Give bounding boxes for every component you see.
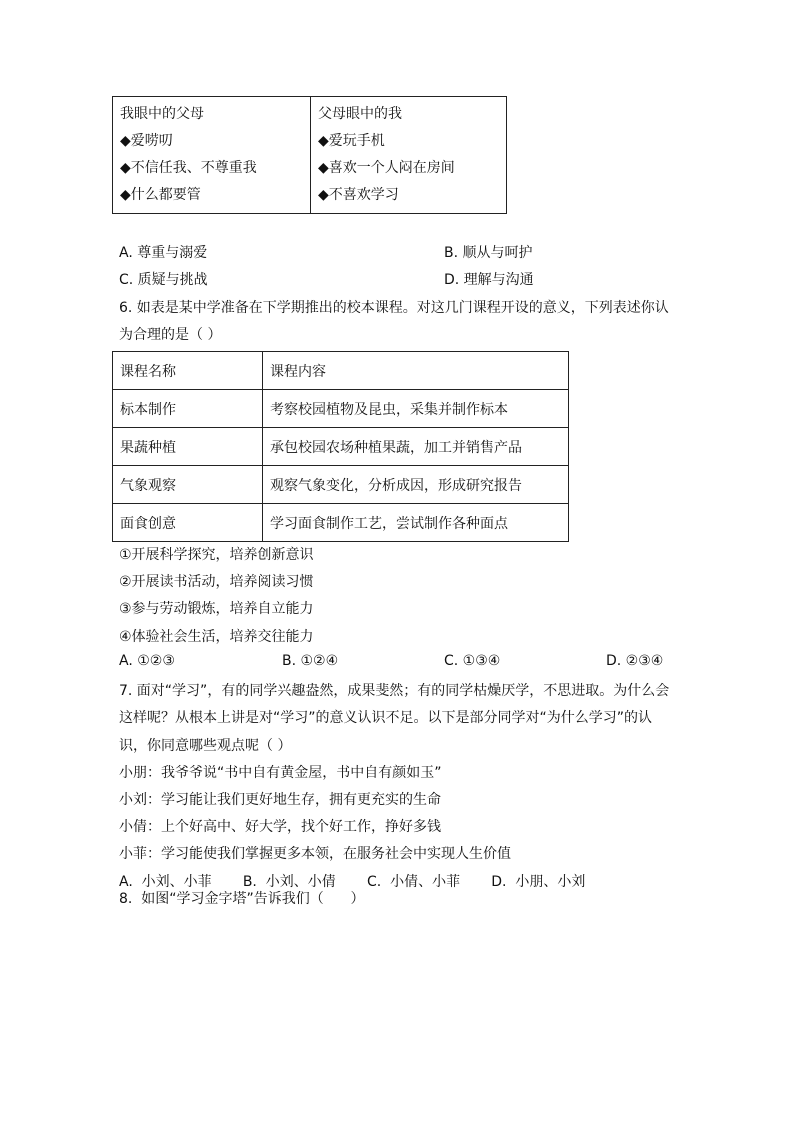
course-name: 气象观察 [113, 466, 263, 504]
q6-statement: ③参与劳动锻炼，培养自立能力 [119, 601, 314, 617]
q6-statement: ④体验社会生活，培养交往能力 [119, 629, 314, 645]
q7-view: 小倩：上个好高中、好大学，找个好工作，挣好多钱 [119, 819, 441, 835]
left-item: ◆爱唠叨 [120, 133, 173, 149]
q7-view: 小菲：学习能使我们掌握更多本领，在服务社会中实现人生价值 [119, 846, 511, 862]
q8-stem: 8. 如图“学习金字塔”告诉我们（ ） [119, 891, 365, 907]
right-item: ◆不喜欢学习 [318, 187, 399, 203]
q6-option-a: A. ①②③ [119, 653, 175, 669]
table-row [113, 428, 569, 466]
q6-statement: ①开展科学探究，培养创新意识 [119, 547, 314, 563]
course-content: 观察气象变化，分析成因，形成研究报告 [263, 466, 569, 504]
right-item: ◆喜欢一个人闷在房间 [318, 160, 455, 176]
table-header-row [113, 352, 569, 390]
q5-option-d: D. 理解与沟通 [444, 272, 534, 288]
q5-option-b: B. 顺从与呵护 [444, 245, 533, 261]
q7-options: A. 小刘、小菲 B. 小刘、小倩 C. 小倩、小菲 D. 小朋、小刘 [119, 874, 586, 890]
course-table [112, 351, 569, 542]
q7-stem-line3: 识，你同意哪些观点呢（ ） [119, 738, 292, 754]
course-content: 承包校园农场种植果蔬，加工并销售产品 [263, 428, 569, 466]
course-name: 面食创意 [113, 504, 263, 542]
course-name: 标本制作 [113, 390, 263, 428]
q5-option-a: A. 尊重与溺爱 [119, 245, 208, 261]
course-name: 果蔬种植 [113, 428, 263, 466]
q6-stem-line2: 为合理的是（ ） [119, 327, 222, 343]
q7-stem-line2: 这样呢？从根本上讲是对“学习”的意义认识不足。以下是部分同学对“为什么学习”的认 [119, 710, 653, 726]
left-item: ◆不信任我、不尊重我 [120, 160, 257, 176]
q7-view: 小刘：学习能让我们更好地生存，拥有更充实的生命 [119, 792, 441, 808]
right-column [311, 97, 507, 214]
right-item: ◆爱玩手机 [318, 133, 385, 149]
q6-statement: ②开展读书活动，培养阅读习惯 [119, 574, 314, 590]
left-header: 我眼中的父母 [120, 106, 204, 122]
table-row [113, 504, 569, 542]
left-item: ◆什么都要管 [120, 187, 201, 203]
q7-view: 小朋：我爷爷说“书中自有黄金屋，书中自有颜如玉” [119, 765, 442, 781]
q6-option-d: D. ②③④ [606, 653, 664, 669]
course-content: 学习面食制作工艺，尝试制作各种面点 [263, 504, 569, 542]
q6-option-b: B. ①②④ [282, 653, 339, 669]
table-row [113, 390, 569, 428]
header-cell: 课程名称 [113, 352, 263, 390]
q6-stem-line1: 6. 如表是某中学准备在下学期推出的校本课程。对这几门课程开设的意义，下列表述你认 [119, 300, 669, 316]
course-content: 考察校园植物及昆虫，采集并制作标本 [263, 390, 569, 428]
parent-child-table [112, 96, 507, 214]
q7-stem-line1: 7. 面对“学习”，有的同学兴趣盎然，成果斐然；有的同学枯燥厌学，不思进取。为什么会 [119, 683, 670, 699]
q6-option-c: C. ①③④ [444, 653, 501, 669]
q5-option-c: C. 质疑与挑战 [119, 272, 208, 288]
header-cell: 课程内容 [263, 352, 569, 390]
table-row [113, 466, 569, 504]
right-header: 父母眼中的我 [318, 106, 402, 122]
left-column [113, 97, 311, 214]
